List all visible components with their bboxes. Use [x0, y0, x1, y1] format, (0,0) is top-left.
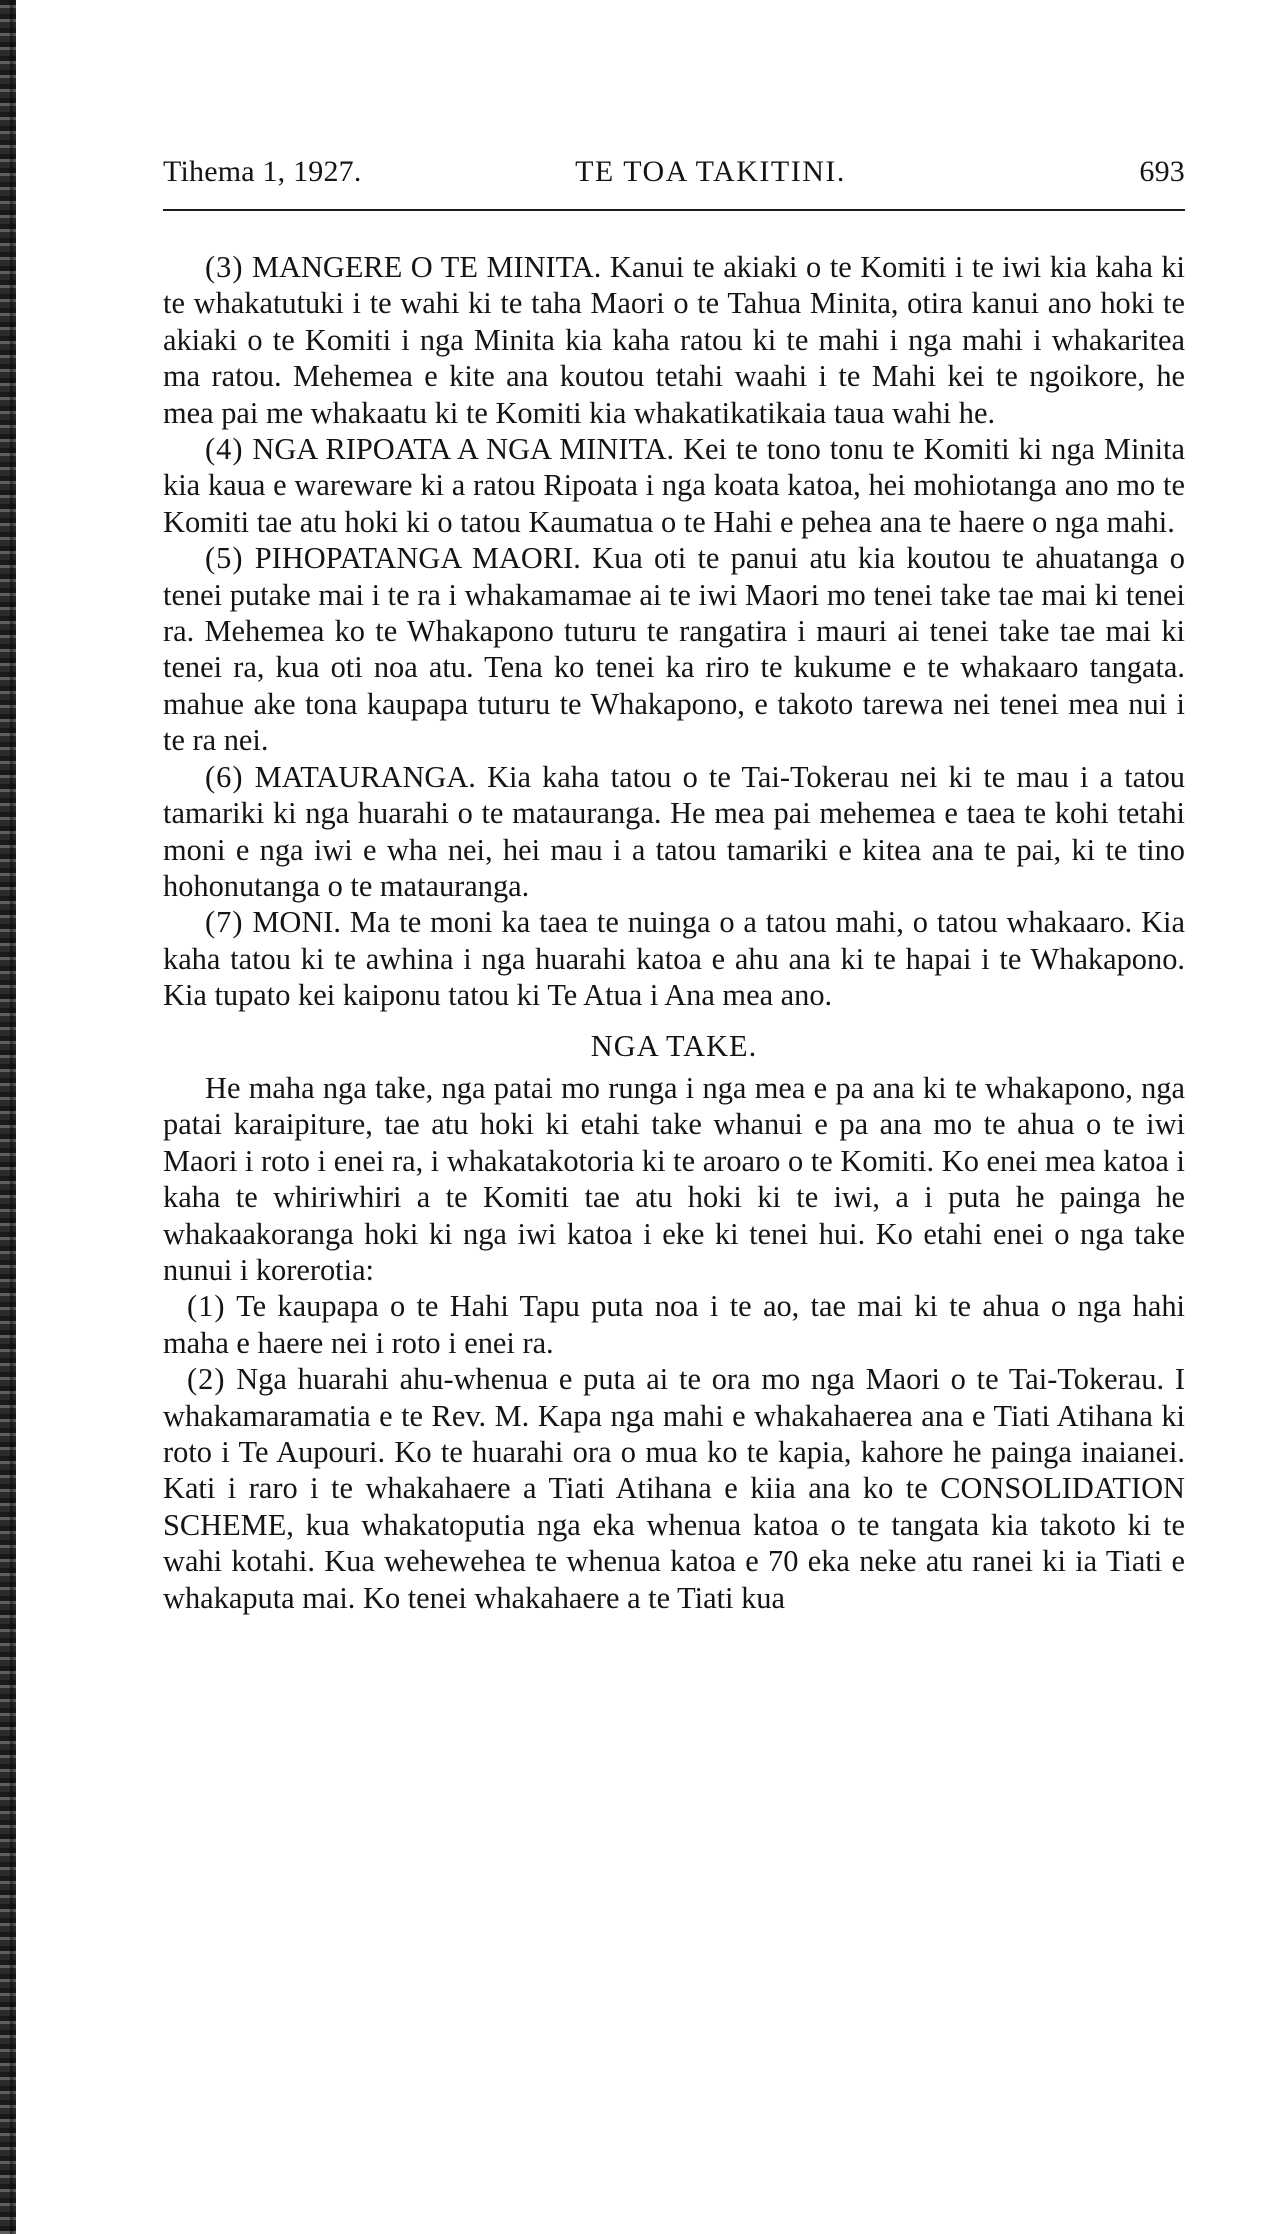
running-header — [163, 155, 1185, 195]
list-item-text: Te kaupapa o te Hahi Tapu puta noa i te ao, tae mai ki te ahua o nga hahi maha e haere nei i roto i enei ra. — [163, 1289, 1185, 1360]
paragraph-number: (6) — [205, 759, 244, 794]
section-heading: NGA TAKE. — [590, 1028, 758, 1063]
paragraph-heading: PIHOPATANGA MAORI. — [254, 541, 581, 576]
list-item — [163, 1288, 1185, 1361]
paragraph-number: (7) — [205, 905, 244, 940]
paragraph-heading: MONI. — [252, 905, 341, 940]
list-item-number: (2) — [187, 1362, 226, 1397]
section-intro: He maha nga take, nga patai mo runga i nga mea e pa ana ki te whakapono, nga patai karaipiture, tae atu hoki ki etahi take whanui e pa ana mo te ahua o te iwi Maori i roto i enei ra, i whakatakotoria ki te aroaro o te Komiti. Ko enei mea katoa i kaha te whiriwhiri a te Komiti tae atu hoki ki te iwi, a i puta he painga he whakaakoranga hoki ki nga iwi katoa i eke ki tenei hui. Ko etahi enei o nga take nunui i korerotia: — [163, 1070, 1185, 1287]
paragraph-mangere-o-te-minita — [163, 249, 1185, 431]
paragraph-text: Kua oti te panui atu kia koutou te ahuatanga o tenei putake mai i te ra i whakamamae ai te iwi Maori mo tenei take tae mai ki tenei ra. Mehemea ko te Whakapono tuturu te rangatira i mauri ai tenei take tae mai ki tenei ra, kua oti noa atu. Tena ko tenei ka riro te kukume e te whakaaro tangata. mahue ake tona kaupapa tuturu te Whakapono, e takoto tarewa nei tenei mea nui i te ra nei. — [163, 541, 1185, 758]
paragraph-text: Kanui te akiaki o te Komiti i te iwi kia kaha ki te whakatutuki i te wahi ki te taha Maori o te Tahua Minita, otira kanui ano hoki te akiaki o te Komiti i nga Minita kia kaha ratou ki te mahi i nga mahi i whakaritea ma ratou. Mehemea e kite ana koutou tetahi waahi i te Mahi kei te ngoikore, he mea pai me whakaatu ki te Komiti kia whakatikatikaia taua wahi he. — [163, 250, 1185, 430]
paragraph-number: (5) — [205, 541, 244, 576]
page-number: 693 — [1139, 155, 1185, 188]
publication-title: TE TOA TAKITINI. — [575, 155, 846, 188]
paragraph-heading: NGA RIPOATA A NGA MINITA. — [252, 432, 675, 467]
list-item-number: (1) — [187, 1289, 226, 1324]
list-item — [163, 1361, 1185, 1616]
header-rule — [163, 209, 1185, 211]
paragraph-heading: MATAURANGA. — [254, 759, 476, 794]
paragraph-text: Kei te tono tonu te Komiti ki nga Minita kia kaua e wareware ki a ratou Ripoata i nga koata katoa, hei mohiotanga ano mo te Komiti tae atu hoki ki o tatou Kaumatua o te Hahi e pehea ana te haere o nga mahi. — [163, 432, 1185, 539]
document-page — [163, 155, 1185, 1616]
paragraph-nga-ripoata — [163, 431, 1185, 540]
paragraph-moni — [163, 904, 1185, 1013]
paragraph-number: (3) — [205, 250, 244, 284]
paragraph-pihopatanga-maori — [163, 540, 1185, 758]
paragraph-number: (4) — [205, 432, 244, 467]
page-binding-edge — [0, 0, 16, 2234]
paragraph-text: Ma te moni ka taea te nuinga o a tatou mahi, o tatou whakaaro. Kia kaha tatou ki te awhina i nga huarahi katoa e ahu ana ki te hapai i te Whakapono. Kia tupato kei kaiponu tatou ki Te Atua i Ana mea ano. — [163, 905, 1185, 1013]
article-body — [163, 249, 1185, 1616]
paragraph-heading: MANGERE O TE MINITA. — [252, 250, 602, 284]
paragraph-text: Kia kaha tatou o te Tai-Tokerau nei ki te mau i a tatou tamariki ki nga huarahi o te matauranga. He mea pai mehemea e taea te kohi tetahi moni e nga iwi e wha nei, hei mau i a tatou tamariki e kitea ana te pai, ki te tino hohonutanga o te matauranga. — [163, 759, 1185, 903]
paragraph-matauranga — [163, 759, 1185, 905]
list-item-text: Nga huarahi ahu-whenua e puta ai te ora mo nga Maori o te Tai-Tokerau. I whakamaramatia e te Rev. M. Kapa nga mahi e whakahaerea ana e Tiati Atihana ki roto i Te Aupouri. Ko te huarahi ora o mua ko te kapia, kahore he painga inaianei. Kati i raro i te whakahaere a Tiati Atihana e kiia ana ko te CONSOLIDATION SCHEME, kua whakatoputia nga eka whenua katoa o te tangata kia takoto ki te wahi kotahi. Kua wehewehea te whenua katoa e 70 eka neke atu ranei ki ia Tiati e whakaputa mai. Ko tenei whakahaere a te Tiati kua — [163, 1362, 1185, 1615]
issue-date: Tihema 1, 1927. — [163, 155, 362, 188]
